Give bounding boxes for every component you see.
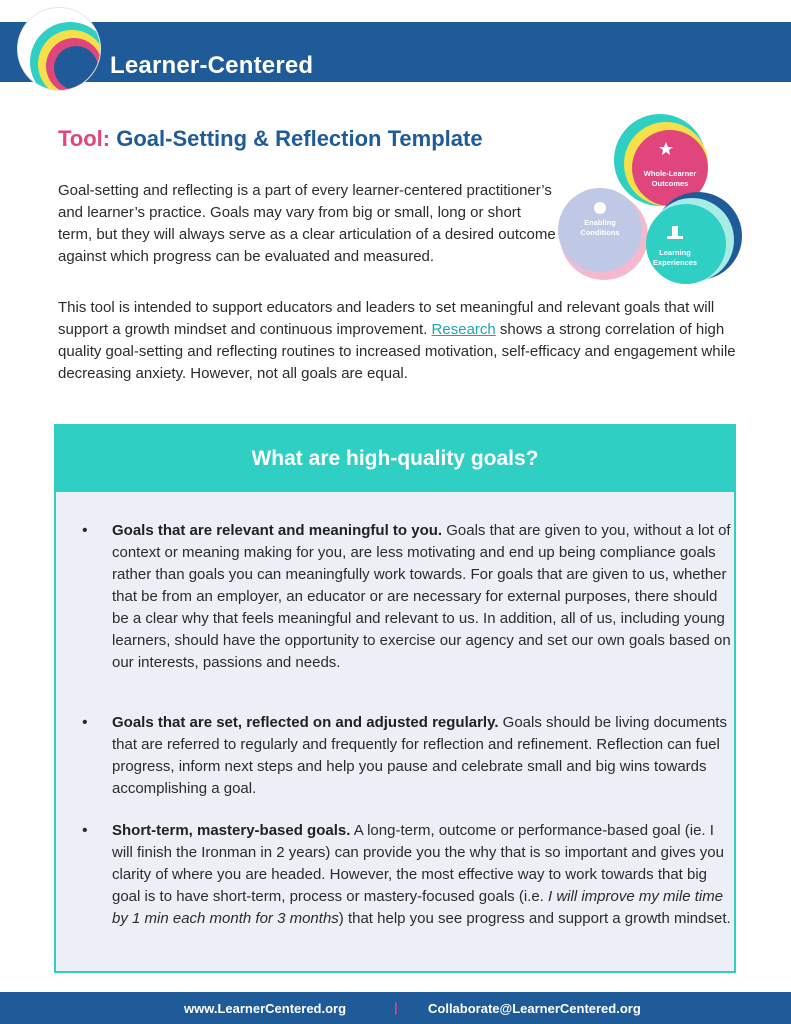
venn-label-whole-learner-2: Outcomes <box>651 179 689 188</box>
venn-label-learning-1: Learning <box>659 248 691 257</box>
venn-label-whole-learner-1: Whole-Learner <box>643 169 697 178</box>
title-text: Goal-Setting & Reflection Template <box>116 126 483 151</box>
goal-item-text: Goals that are given to you, without a lot of context or meaning making for you, are less motivating and end up being compliance goals rather than goals you can meaningfully work towards. For goals that are given to us, whether that be from an employer, an educator or are necessary for external purposes, there should be a clear why that feels meaningful and relevant to us. In addition, all of us, including young learners, should have the opportunity to exercise our agency and set our own goals based on our interests, passions and needs. <box>112 522 731 671</box>
footer-email-link[interactable]: Collaborate@LearnerCentered.org <box>428 1001 641 1016</box>
logo-subtitle: COLLABORATIVE <box>111 82 339 94</box>
goal-item-text: A long-term, outcome or performance-based goal (ie. I will finish the Ironman in 2 years) can provide you the why that is so important and gives you clarity of where you are headed. However, the most effective way to work towards that big goal is to have short-term, process or mastery-focused goals (i.e. <box>112 822 724 905</box>
purpose-text-start: This tool is intended to support educators and leaders to set meaningful and relevant goals that will support a growth mindset and continuous improvement. <box>58 299 715 338</box>
purpose-text-end: shows a strong correlation of high quality goal-setting and reflecting routines to increased motivation, self-efficacy and engagement while decreasing anxiety. However, not all goals are equal. <box>58 321 736 382</box>
header-bar <box>0 22 791 94</box>
goal-item-bold: Short-term, mastery-based goals. <box>112 822 351 839</box>
footer-bar <box>0 992 791 1024</box>
list-item <box>112 820 732 930</box>
venn-label-learning-2: Experiences <box>652 258 698 267</box>
goal-item-text: Goals should be living documents that are referred to regularly and frequently for reflection and refinement. Reflection can fuel progress, inform next steps and help you pause and celebrate small and big wins towards accomplishing a goal. <box>112 714 727 797</box>
goal-item-bold: Goals that are set, reflected on and adjusted regularly. <box>112 714 499 731</box>
venn-label-enabling-1: Enabling <box>584 218 616 227</box>
research-link[interactable]: Research <box>431 321 496 338</box>
intro-paragraph: Goal-setting and reflecting is a part of every learner-centered practitioner’s and learner’s practice. Goals may vary from big or small, long or short term, but they will always serve as a clear articulation of a desired outcome against which progress can be evaluated and measured. <box>58 182 556 265</box>
goal-item-italic: I will improve my mile time by 1 min each month for 3 months <box>112 888 724 927</box>
page-title <box>58 126 483 152</box>
footer-separator: | <box>394 1000 398 1015</box>
goal-item-bold: Goals that are relevant and meaningful to you. <box>112 522 443 539</box>
logo-mark-icon <box>18 8 100 90</box>
purpose-paragraph <box>58 297 738 385</box>
title-prefix: Tool: <box>58 126 111 151</box>
venn-label-enabling-2: Conditions <box>580 228 620 237</box>
high-quality-goals-box <box>54 424 736 973</box>
list-item <box>112 520 732 674</box>
logo-title: Learner-Centered <box>110 52 314 79</box>
list-item <box>112 712 732 800</box>
box-heading: What are high-quality goals? <box>56 426 734 492</box>
framework-venn-diagram <box>548 110 758 302</box>
footer-website-link[interactable]: www.LearnerCentered.org <box>184 1001 347 1016</box>
heart-hands-icon <box>594 202 606 214</box>
goal-item-text-end: ) that help you see progress and support a growth mindset. <box>338 910 731 927</box>
